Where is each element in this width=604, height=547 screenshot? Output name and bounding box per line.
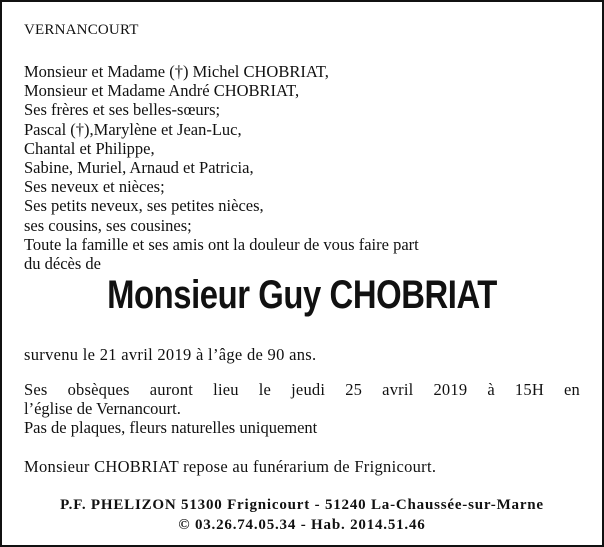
family-line: Ses petits neveux, ses petites nièces, bbox=[24, 196, 264, 216]
funeral-home-address: P.F. PHELIZON 51300 Frignicourt - 51240 La-Chaussée-sur-Marne bbox=[60, 497, 544, 513]
family-line: ses cousins, ses cousines; bbox=[24, 215, 192, 235]
family-line: Monsieur et Madame (†) Michel CHOBRIAT, bbox=[24, 62, 329, 81]
family-list bbox=[24, 62, 584, 273]
funeral-home-footer bbox=[2, 495, 602, 535]
town-heading: VERNANCOURT bbox=[24, 22, 139, 38]
family-line: Chantal et Philippe, bbox=[24, 138, 155, 158]
family-line: Sabine, Muriel, Arnaud et Patricia, bbox=[24, 158, 254, 178]
funeral-home-contact: © 03.26.74.05.34 - Hab. 2014.51.46 bbox=[178, 517, 426, 533]
family-line: Ses frères et ses belles-sœurs; bbox=[24, 100, 221, 120]
repose-details: Monsieur CHOBRIAT repose au funérarium de Frignicourt. bbox=[24, 457, 437, 476]
family-line: Toute la famille et ses amis ont la douleur de vous faire part bbox=[24, 234, 419, 254]
funeral-line: Ses obsèques auront lieu le jeudi 25 avril 2019 à 15H en bbox=[24, 380, 580, 399]
funeral-details bbox=[24, 380, 580, 438]
funeral-line: Pas de plaques, fleurs naturelles uniquement bbox=[24, 418, 318, 438]
family-line: Monsieur et Madame André CHOBRIAT, bbox=[24, 81, 300, 101]
family-line: Ses neveux et nièces; bbox=[24, 177, 165, 197]
family-line: Pascal (†),Marylène et Jean-Luc, bbox=[24, 119, 242, 139]
deceased-name: Monsieur Guy CHOBRIAT bbox=[107, 273, 497, 317]
death-details: survenu le 21 avril 2019 à l’âge de 90 ans. bbox=[24, 345, 317, 364]
family-line: du décès de bbox=[24, 254, 101, 274]
funeral-line: l’église de Vernancourt. bbox=[24, 399, 181, 419]
